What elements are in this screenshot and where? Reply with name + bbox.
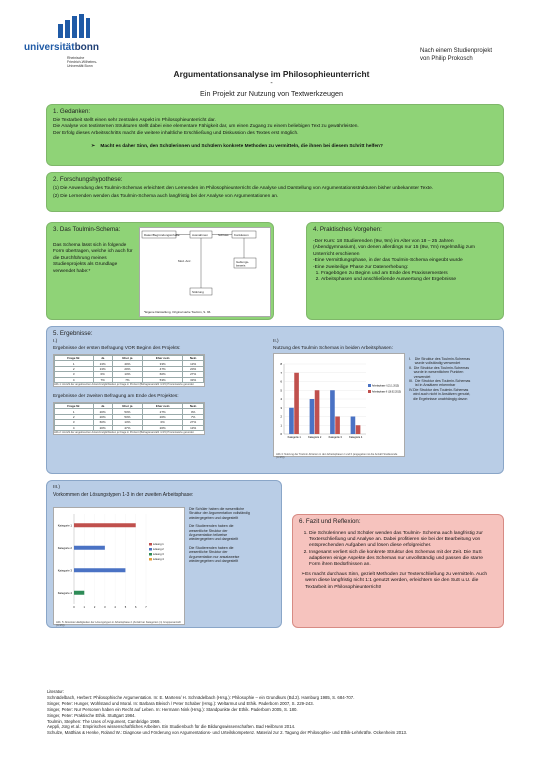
paragraph: -Eine Vermittlungsphase, in der das Toulmin-Schema eingeübt wurde [313,258,463,264]
node-data-label: Daten/Begründungsinhalte [144,233,180,237]
table-header-cell: Eher nein [143,404,183,409]
y-tick-label: Kategorie 2 [57,545,72,550]
table-cell: 33% [183,377,204,382]
literature-item: Singer, Peter: Nur Personen haben ein Recht auf Leben. In: Hermann Nink (Hrsg.): Standpunkte der Ethik. Paderborn 2005, S. 180. [47,706,298,712]
table-cell: 0% [183,409,204,414]
usage-notes: I. Die Struktur des Toulmin-Schemas wurde vollständig verwendet II. Die Struktur des Toulmin-Schemas wurde in wesentlichen Punkten verwendet III. Die Struktur des Toulmin-Schemas ist in Ansätzen erkennbar IV. Die Struktur des Toulmin-Schemas wird auch nicht in Ansätzen genutzt, die Ergebnisse unabhängig davon [409,357,473,401]
table-header-cell: Eher nein [143,356,183,361]
note-item: Die Schüler haben die wesentliche Struktur der Argumentation vollständig wiedergegeben und dargestellt [189,507,250,520]
subsection-label: I.) [53,339,58,344]
chart-solution-types [53,507,185,625]
table-header-cell: Eher ja [112,404,142,409]
literature-item: Aeppli, Jürg et al.: Empirisches wissenschaftliches Arbeiten. Ein Studienbuch für die Bildungswissenschaften. Bad Heilbrunn 2014. [47,724,296,730]
literature-item: Toulmin, Stephen: The Uses of Argument, Cambridge 1969. [47,718,161,724]
table-cell: 7% [183,414,204,419]
note-item: Die Studierenden haben die wesentliche Struktur der Argumentation teilweise wiedergegeben und dargestellt [189,524,239,542]
chart-caption: Abb. 5: Absolute Häufigkeiten der Lösungstypen in Arbeitsphase 2 (Anzahl an Kategorien (n) Gruppenanzahl (n=15)) [56,621,181,627]
section-heading: 5. Ergebnisse: [53,330,93,337]
node-qualifier-label: Ausnahmen [192,233,209,237]
legend-label: Lösung 3 [153,553,164,557]
note-item: Die Studierenden haben die wesentliche Struktur der Argumentation nur ansatzweise wiedergegeben und dargestellt [189,545,240,564]
legend-label: Arbeitsphase II (18.02.2015) [372,391,401,394]
legend-swatch [368,384,371,387]
table-cell: 4 [55,377,94,382]
table-cell: 2 [55,366,94,371]
poster-title: Argumentationsanalyse im Philosophieunterricht [173,69,370,79]
note-item: Die Struktur des Toulmin-Schemas wurde in wesentlichen Punkten verwendet [413,365,470,379]
table-cell: 53% [143,377,183,382]
table-cell: 27% [183,372,204,377]
bar [74,523,136,527]
results-table-1 [53,354,205,387]
literature-item: Schulze, Matthias & Henke, Roland W.: Diagnose und Förderung von Argumentations- und Urteilskompetenz. Material zur 2. Tagung der Philosophie- und Ethik-Lehrkräfte. Ockenheim 2013. [47,730,408,736]
y-tick-label: 2 [280,414,282,419]
paragraph: -Eine zweiteilige Phase zur Datenerhebung: [313,264,409,270]
node-conclusion-label: Konklusion [234,233,249,237]
title-dash: - [270,80,273,87]
legend-swatch [149,558,152,561]
table-cell: 27% [183,420,204,425]
x-tick-label: Kategorie 2 [308,436,322,439]
table-header-cell: Ja [93,356,112,361]
table-title: Ergebnisse der ersten Befragung VOR Beginn des Projekts: [53,346,181,351]
paragraph: Die Textarbeit stellt einen sehr zentralen Aspekt im Philosophieunterricht dar. [53,118,216,123]
literature-item: Schnädelbach, Herbert: Philosophische Argumentation. In: E. Martens/ H. Schnädelbach (Hrsg.): Philosophie – ein Grundkurs (Bd.2). Hamburg 1985, S. 684-707. [47,694,355,700]
bar [74,591,84,595]
literature-item: Singer, Peter: Hunger, Wohlstand und Moral. In: Barbara Bleisch / Peter Schaber (Hrsg.): Weltarmut und Ethik. Paderborn 2007, S. 229-243. [47,700,314,706]
table-caption: Abb.2: Anzahl der angekreuzten Antwortmöglichkeiten je Frage in Prozent (Befragtenanzahl n=15) Prozentwerte gerundet [54,430,194,434]
table-cell: 13% [93,366,112,371]
arrow-icon: ➢ [301,572,306,578]
table-cell: 60% [143,372,183,377]
chart-caption: Abb.3: Nutzung der Toulmin-Kriterien in den Arbeitsphasen I und II (angegeben ist die Anzahl Studierende (n=15)) [276,453,398,459]
paragraph: -Der Kurs: 18 Studierenden (9w, 9m) im Alter von 18 – 25 Jahren (Abendgymnasium), von denen allerdings nur 15 (8w, 7m) regelmäßig zum Unterricht erschienen [313,239,476,257]
solution-notes [189,507,251,563]
arrow-icon: ➢ [91,144,96,150]
list-item: 2. Arbeitsphasen und anschließende Auswertung der Ergebnisse [321,277,497,283]
table-cell: 2 [55,414,94,419]
table-header-cell: Frage Nr. [55,404,94,409]
table-header-cell: Frage Nr. [55,356,94,361]
university-logo-mark [58,14,90,38]
table-header-cell: Nein [183,404,204,409]
y-tick-label: Kategorie 3 [57,568,72,573]
y-tick-label: 6 [280,379,282,384]
table-header-cell: Nein [183,356,204,361]
section-heading: 4. Praktisches Vorgehen: [313,226,382,233]
legend-label: Arbeitsphase I (21.1.2015) [372,385,400,388]
subsection-label: II.) [273,339,279,344]
x-tick-label: 1 [83,606,86,609]
list-item: 1. Fragebögen zu Beginn und am Ende des Praxissemesters [321,271,497,277]
diagram-caption: *Eigene Darstellung, Original siehe Toulmin, S. 96. [144,310,212,314]
section-hypothesis [46,172,504,212]
y-tick-label: 8 [280,362,282,366]
x-tick-label: Kategorie 1 [287,436,301,439]
section-heading: 2. Forschungshypothese: [53,176,123,183]
table-cell: 20% [93,409,112,414]
bar [289,408,294,434]
table-caption: Abb.1: Anzahl der angekreuzten Antwortmöglichkeiten je Frage in Prozent (Befragtenanzahl n=15) Prozentwerte gerundet [54,382,194,386]
section-loesungstypen [46,480,282,628]
poster-subtitle: Ein Projekt zur Nutzung von Textwerkzeugen [200,89,343,98]
literature-item: Singer, Peter: Praktische Ethik. Stuttgart 1984. [47,712,136,718]
y-tick-label: 1 [280,423,282,428]
bar [74,546,105,550]
toulmin-diagram-svg [140,228,272,308]
legend-label: Lösung 2 [153,548,164,552]
x-tick-label: 2 [93,606,96,609]
university-logo-text: universitätbonn [24,42,100,53]
table-cell: 60% [93,420,112,425]
table-cell: 13% [112,372,142,377]
paragraph: Der Erfolg dieses Arbeitsschritts macht die weitere inhaltliche Erschließung und Diskussion des Textes erst möglich. [53,130,299,136]
table-cell: 40% [112,361,142,366]
x-tick-label: Kategorie 3 [328,436,342,439]
table-cell: 13% [183,425,204,430]
table-cell: 47% [143,366,183,371]
svg-text:beweis: beweis [236,263,246,268]
paragraph: Die Analyse von textinternen Strukturen stellt dabei eine elementare Fähigkeit dar, um einen Zugang zu einem beliebigen Text zu gewährleisten. [53,124,359,130]
table-row [55,425,204,430]
list-item: 1. Die Schülerinnen und Schüler wenden das Toulmin- Schema auch langfristig zur Texterschließung und Analyse an. Dabei profitieren sie bei der Bearbeitung von entsprechenden Aufgaben und lösen diese erfolgreicher. [309,531,495,550]
author-note: Nach einem Studienprojekt von Philip Prokosch [420,48,493,62]
x-tick-label: 6 [134,606,137,609]
section-heading: 3. Das Toulmin-Schema: [53,226,121,233]
paragraph: (2) Die Lernenden wenden das Toulmin-Schema auch langfristig bei der Analyse von Argumentationen an. [53,194,279,200]
y-tick-label: 7 [280,370,282,375]
note-item: Die Struktur des Toulmin-Schemas ist in Ansätzen erkennbar [415,379,471,388]
table-cell: 20% [143,414,183,419]
y-tick-label: 3 [280,405,282,410]
table-row [55,377,204,382]
table-cell: 0% [143,420,183,425]
table-cell: 3 [55,420,94,425]
table-cell: 47% [112,425,142,430]
note-item: Die Struktur des Toulmin-Schemas wurde vollständig verwendet [414,357,470,366]
list-item: 2. Insgesamt verliert sich die konkrete Struktur des Schemas mit der Zeit. Die SuS adaptieren einige Aspekte des Schemas nur unvollständig und passen die starre Form ihren Bedürfnissen an. [309,550,495,569]
paragraph: Das Schema lässt sich in folgende Form übertragen, welche ich auch für die Durchführung meines Studienprojekts als Grundlage verwendet habe:* [53,243,133,274]
conclusion-text: Es macht durchaus Sinn, gezielt Methoden zur Texterschließung zu vermitteln. Auch wenn diese langfristig nicht 1:1 genutzt werden, erleichtern sie den SuS u.U. die Textarbeit im Philosophieunterricht! [305,572,488,590]
table-header-cell: Eher ja [112,356,142,361]
section-heading: 1. Gedanken: [53,108,91,115]
chart-title: Nutzung des Toulmin Schemas in beiden Arbeitsphasen: [273,346,393,351]
table-cell: 27% [143,409,183,414]
table-cell: 4 [55,425,94,430]
bar [310,399,315,434]
bar [356,425,361,434]
legend-label: Lösung 4 [153,558,164,562]
table-cell: 20% [143,425,183,430]
table-cell: 1 [55,361,94,366]
section-toulmin [46,222,274,320]
legend-swatch [149,543,152,546]
literature-heading: Literatur: [47,689,64,694]
svg-text:Geltungs-: Geltungs- [236,260,250,264]
x-tick-label: 3 [104,606,106,609]
y-tick-label: Kategorie 4 [57,590,72,595]
university-logo-subtext: Rheinische Friedrich-Wilhelms- Universität Bonn [67,56,98,69]
solution-bar-chart [54,508,184,616]
y-tick-label: 4 [280,397,282,401]
y-tick-label: 0 [280,432,282,436]
table-cell: 20% [93,414,112,419]
bar [294,373,299,434]
node-warrant-label: Mod. Anz. [178,259,192,263]
legend-swatch [149,548,152,551]
table-cell: 7% [93,377,112,382]
y-tick-label: Kategorie 1 [57,523,72,528]
legend-label: Lösung 1 [153,543,164,547]
key-question: ➢ Macht es daher Sinn, den Schülerinnen und Schülern konkrete Methoden zu vermitteln, die ihnen bei diesem Schritt helfen? [91,144,383,150]
bar [335,417,340,435]
bar [330,390,335,434]
subsection-label: III.) [53,485,60,490]
toulmin-diagram [139,227,271,317]
table-title: Ergebnisse der zweiten Befragung am Ende des Projektes: [53,394,179,399]
section-fazit [292,514,504,628]
legend-swatch [149,553,152,556]
section-gedanken [46,104,504,166]
y-tick-label: 5 [280,388,282,393]
usage-bar-chart [274,354,404,448]
table-cell: 13% [183,361,204,366]
bar [315,390,320,434]
table-cell: 33% [143,361,183,366]
table-cell: 53% [112,409,142,414]
literature [47,689,517,736]
bar [351,417,356,435]
table-cell: 0% [93,372,112,377]
chart-title: Vorkommen der Lösungstypen 1-3 in der zweiten Arbeitsphase: [53,492,194,498]
x-tick-label: 0 [73,606,75,609]
legend-swatch [368,390,371,393]
section-vorgehen [306,222,504,320]
node-arrow-label: Schluss [218,233,229,237]
x-tick-label: 4 [114,606,116,609]
table-cell: 20% [93,425,112,430]
section-heading: 6. Fazit und Reflexion: [299,518,361,525]
table-cell: 13% [112,420,142,425]
x-tick-label: Kategorie 4 [349,436,363,439]
bar [74,568,125,572]
table-cell: 3 [55,372,94,377]
table-cell: 53% [112,414,142,419]
x-tick-label: 5 [124,606,127,609]
section-ergebnisse [46,326,504,474]
table-cell: 1 [55,409,94,414]
paragraph: (1) Die Anwendung des Toulmin-Schemas erleichtert den Lernenden im Philosophieunterricht die Analyse und Darstellung von Argumentationsstrukturen bisher unbekannter Texte. [53,186,434,191]
node-backing-label: Stützung [192,290,204,294]
table-cell: 20% [112,366,142,371]
table-cell: 20% [183,366,204,371]
table-cell: 7% [112,377,142,382]
table-header-cell: Ja [93,404,112,409]
results-table-2 [53,402,205,435]
note-item: Die Struktur des Toulmin-Schemas wird auch nicht in Ansätzen genutzt, die Ergebnisse unabhängig davon [413,387,471,401]
chart-usage [273,353,405,457]
x-tick-label: 7 [145,606,147,609]
table-cell: 13% [93,361,112,366]
